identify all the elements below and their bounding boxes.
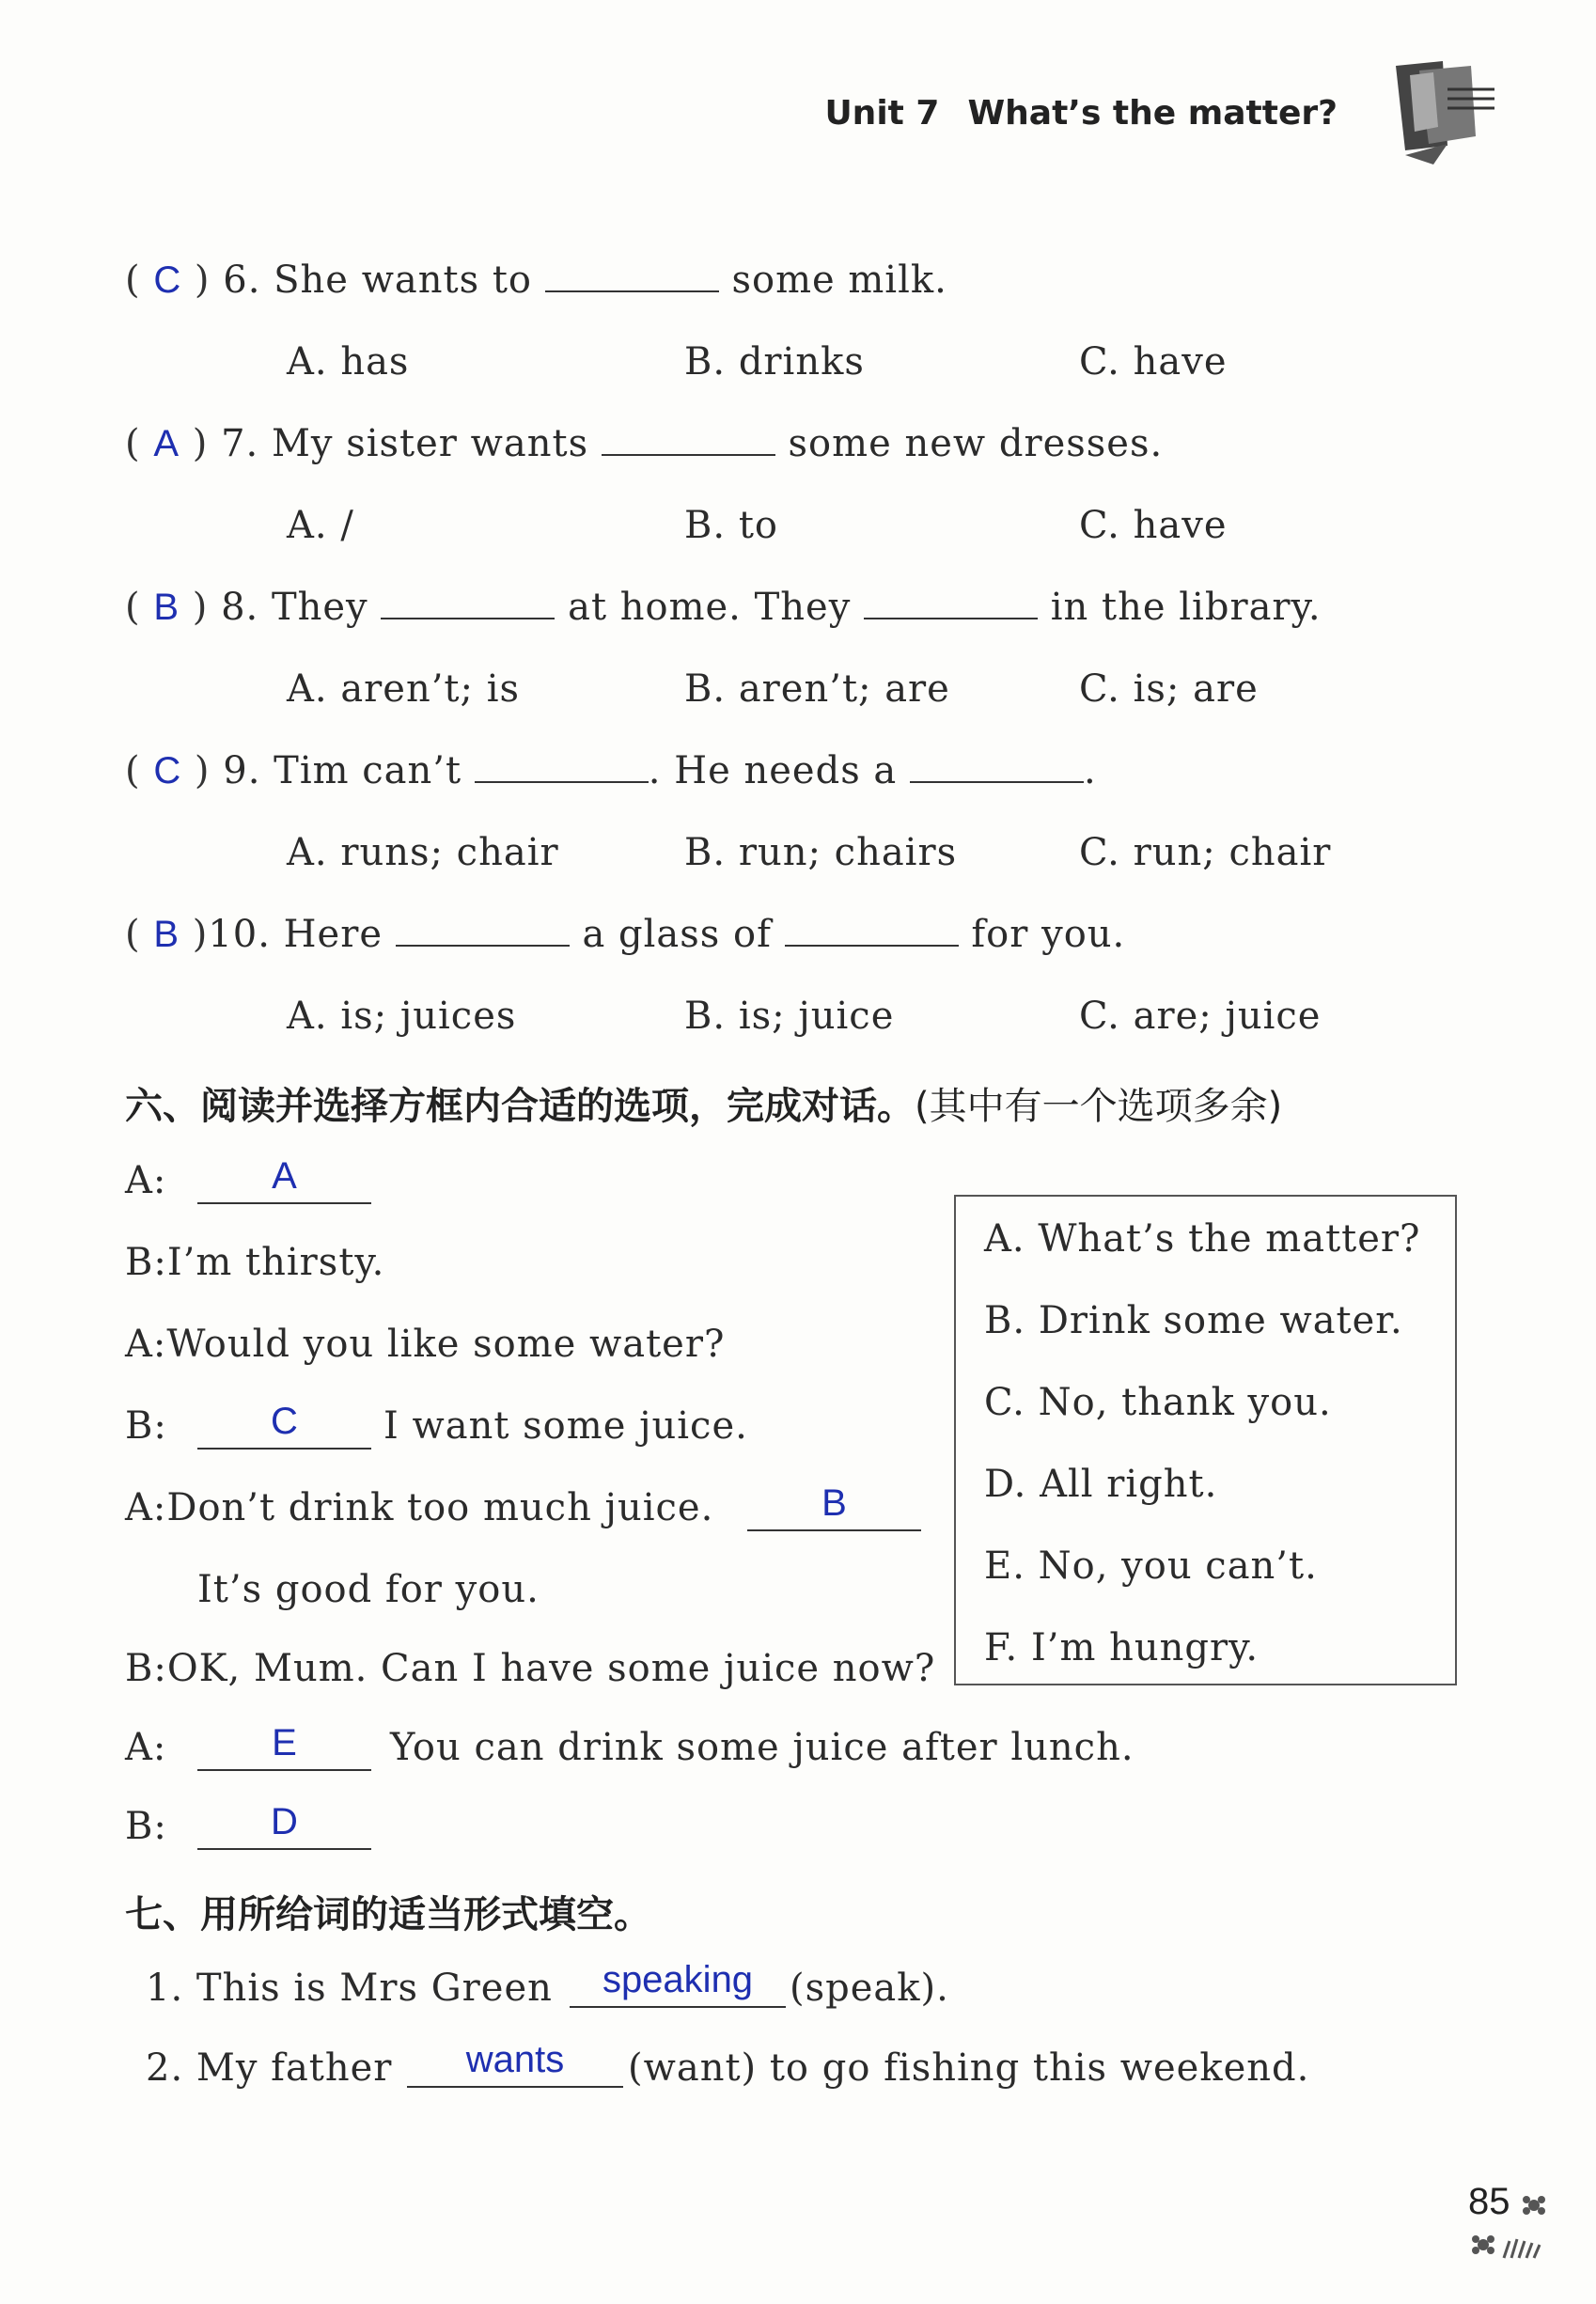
dialogue-blank-1 <box>197 1155 371 1204</box>
blank <box>545 259 719 292</box>
dialogue-line-6: It’s good for you. <box>197 1568 540 1611</box>
dialogue-text: Don’t drink too much juice. <box>166 1486 714 1529</box>
stem-mid: . He needs a <box>648 749 898 792</box>
stem-post: for you. <box>971 913 1126 956</box>
dialogue-line-9 <box>125 1805 167 1848</box>
dialogue-line-7 <box>125 1647 935 1690</box>
answer-7: A <box>153 423 180 464</box>
speaker: A: <box>125 1726 167 1769</box>
speaker: B: <box>125 1241 167 1284</box>
book-stack-icon <box>1391 61 1504 174</box>
dialogue-answer-8: E <box>272 1722 297 1763</box>
question-9: ( C ) 9. Tim can’t . He needs a . <box>125 749 1097 792</box>
answer-10: B <box>153 914 180 955</box>
blank <box>396 913 570 947</box>
speaker: B: <box>125 1805 167 1848</box>
stem-mid: a glass of <box>582 913 772 956</box>
dialogue-line-8 <box>125 1726 166 1769</box>
answer-8: B <box>153 587 180 628</box>
option-10b: B. is; juice <box>684 995 895 1038</box>
option-7b: B. to <box>684 504 778 547</box>
option-10a: A. is; juices <box>287 995 517 1038</box>
option-8b: B. aren’t; are <box>684 667 950 711</box>
stem-pre: 8. They <box>221 586 368 629</box>
dialogue-blank-9 <box>197 1801 371 1850</box>
unit-title: What’s the matter? <box>967 94 1338 133</box>
stem-mid: at home. They <box>568 586 852 629</box>
blank <box>864 586 1038 619</box>
question-7: ( A ) 7. My sister wants some new dresses. <box>125 422 1164 465</box>
dialogue-blank-4 <box>197 1401 371 1450</box>
option-8c: C. is; are <box>1079 667 1259 711</box>
dialogue-blank-8 <box>197 1722 371 1771</box>
heading-text: 六、阅读并选择方框内合适的选项，完成对话。 <box>125 1085 915 1128</box>
option-6b: B. drinks <box>684 340 865 384</box>
blank <box>381 586 555 619</box>
fill-hint-1: (speak). <box>790 1967 949 2010</box>
dialogue-answer-5: B <box>821 1482 847 1524</box>
speaker: B: <box>125 1404 167 1448</box>
section-7-heading: 七、用所给词的适当形式填空。 <box>125 1893 651 1936</box>
dialogue-answer-9: D <box>271 1801 298 1842</box>
fill-item-1: 1. This is Mrs Green <box>146 1967 553 2010</box>
box-option-a: A. What’s the matter? <box>984 1217 1421 1261</box>
fill-item-2: 2. My father <box>146 2046 393 2090</box>
dialogue-text: Would you like some water? <box>166 1323 726 1366</box>
box-option-c: C. No, thank you. <box>984 1381 1332 1424</box>
stem-post: some new dresses. <box>788 422 1164 465</box>
blank <box>785 913 959 947</box>
dialogue-text-8: You can drink some juice after lunch. <box>390 1726 1134 1769</box>
option-9b: B. run; chairs <box>684 831 958 874</box>
speaker: A: <box>125 1323 167 1366</box>
option-9a: A. runs; chair <box>287 831 559 874</box>
answer-9: C <box>153 750 182 792</box>
option-8a: A. aren’t; is <box>287 667 521 711</box>
question-6: ( C ) 6. She wants to some milk. <box>125 259 947 302</box>
box-option-f: F. I’m hungry. <box>984 1626 1260 1669</box>
option-7c: C. have <box>1079 504 1228 547</box>
dialogue-line-5 <box>125 1486 713 1529</box>
heading-note: (其中有一个选项多余) <box>915 1085 1283 1128</box>
page-header <box>824 94 1338 133</box>
stem-pre: 6. She wants to <box>223 259 533 302</box>
fill-blank-1 <box>570 1959 786 2008</box>
option-box <box>954 1195 1457 1685</box>
box-option-d: D. All right. <box>984 1463 1218 1506</box>
flower-decoration-icon <box>1466 2190 1560 2265</box>
fill-hint-2: (want) to go fishing this weekend. <box>628 2046 1310 2090</box>
dialogue-blank-5 <box>747 1482 921 1531</box>
stem-pre: 10. Here <box>208 913 383 956</box>
dialogue-line-3 <box>125 1323 725 1366</box>
blank <box>910 749 1084 783</box>
dialogue-text: OK, Mum. Can I have some juice now? <box>166 1647 936 1690</box>
unit-label: Unit 7 <box>824 94 940 133</box>
speaker: A: <box>125 1486 167 1529</box>
stem-post: in the library. <box>1050 586 1322 629</box>
box-option-b: B. Drink some water. <box>984 1299 1403 1342</box>
fill-answer-2: wants <box>465 2039 565 2080</box>
option-9c: C. run; chair <box>1079 831 1332 874</box>
question-8: ( B ) 8. They at home. They in the library. <box>125 586 1322 629</box>
stem-post: some milk. <box>731 259 947 302</box>
answer-6: C <box>153 259 182 301</box>
box-option-e: E. No, you can’t. <box>984 1544 1318 1588</box>
dialogue-answer-4: C <box>271 1401 298 1442</box>
question-10: ( B )10. Here a glass of for you. <box>125 913 1126 956</box>
dialogue-text-4: I want some juice. <box>383 1404 748 1448</box>
dialogue-line-4 <box>125 1404 167 1448</box>
blank <box>602 422 775 456</box>
blank <box>475 749 649 783</box>
page-number: 85 <box>1468 2181 1510 2222</box>
option-6c: C. have <box>1079 340 1228 384</box>
option-7a: A. / <box>287 504 354 547</box>
stem-pre: 7. My sister wants <box>221 422 589 465</box>
dialogue-text: I’m thirsty. <box>166 1241 385 1284</box>
dialogue-line-2 <box>125 1241 384 1284</box>
stem-post: . <box>1084 749 1097 792</box>
dialogue-line-1 <box>125 1159 166 1202</box>
fill-answer-1: speaking <box>602 1959 754 2000</box>
speaker: B: <box>125 1647 167 1690</box>
fill-blank-2 <box>407 2039 623 2088</box>
option-10c: C. are; juice <box>1079 995 1322 1038</box>
section-6-heading <box>125 1076 1282 1130</box>
dialogue-answer-1: A <box>272 1155 297 1197</box>
stem-pre: 9. Tim can’t <box>223 749 462 792</box>
speaker: A: <box>125 1159 167 1202</box>
option-6a: A. has <box>287 340 410 384</box>
